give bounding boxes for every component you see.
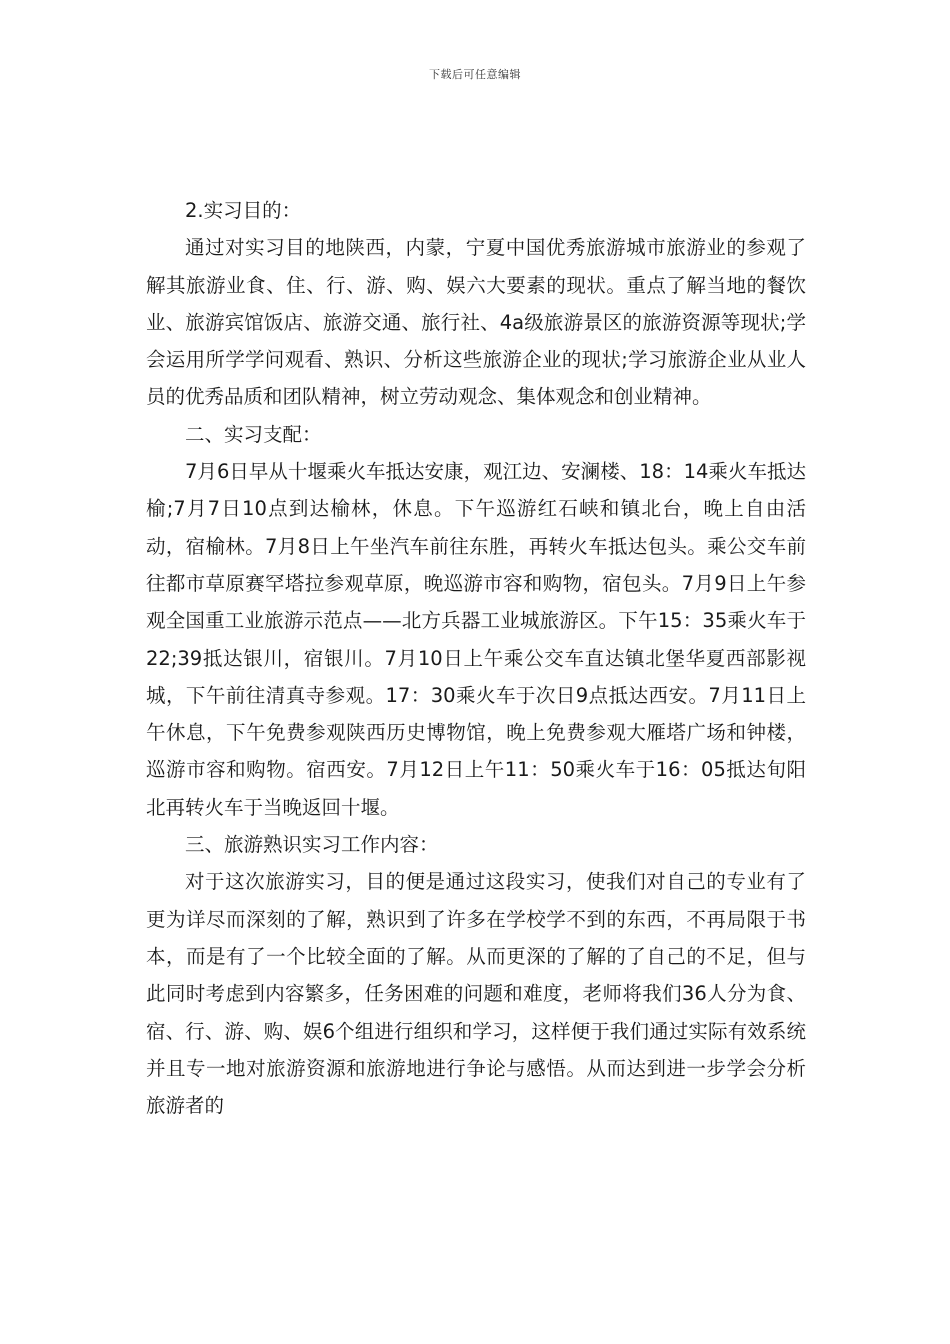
document-body [146, 192, 806, 1124]
schedule-heading: 二、实习支配： [185, 422, 322, 446]
work-heading: 三、旅游熟识实习工作内容： [185, 833, 439, 857]
purpose-paragraph: 通过对实习目的地陕西，内蒙，宁夏中国优秀旅游城市旅游业的参观了解其旅游业食、住、行、游、购、娱六大要素的现状。重点了解当地的餐饮业、旅游宾馆饭店、旅游交通、旅行社、4a级旅游景区的旅游资源等现状;学会运用所学学问观看、熟识、分析这些旅游企业的现状;学习旅游企业从业人员的优秀品质和团队精神，树立劳动观念、集体观念和创业精神。 [146, 236, 806, 409]
purpose-heading: 2.实习目的： [185, 199, 302, 222]
page-header-note: 下载后可任意编辑 [429, 68, 521, 81]
work-paragraph: 对于这次旅游实习，目的便是通过这段实习，使我们对自己的专业有了更为详尽而深刻的了解，熟识到了许多在学校学不到的东西，不再局限于书本，而是有了一个比较全面的了解。从而更深的了解的了自己的不足，但与此同时考虑到内容繁多，任务困难的问题和难度，老师将我们36人分为食、宿、行、游、购、娱6个组进行组织和学习，这样便于我们通过实际有效系统并且专一地对旅游资源和旅游地进行争论与感悟。从而达到进一步学会分析旅游者的 [146, 870, 806, 1118]
schedule-paragraph: 7月6日早从十堰乘火车抵达安康，观江边、安澜楼、18：14乘火车抵达榆;7月7日10点到达榆林，休息。下午巡游红石峡和镇北台，晚上自由活动，宿榆林。7月8日上午坐汽车前往东胜，再转火车抵达包头。乘公交车前往都市草原赛罕塔拉参观草原，晚巡游市容和购物，宿包头。7月9日上午参观全国重工业旅游示范点——北方兵器工业城旅游区。下午15：35乘火车于22;39抵达银川，宿银川。7月10日上午乘公交车直达镇北堡华夏西部影视城，下午前往清真寺参观。17：30乘火车于次日9点抵达西安。7月11日上午休息，下午免费参观陕西历史博物馆，晚上免费参观大雁塔广场和钟楼，巡游市容和购物。宿西安。7月12日上午11：50乘火车于16：05抵达旬阳北再转火车于当晚返回十堰。 [146, 460, 806, 819]
